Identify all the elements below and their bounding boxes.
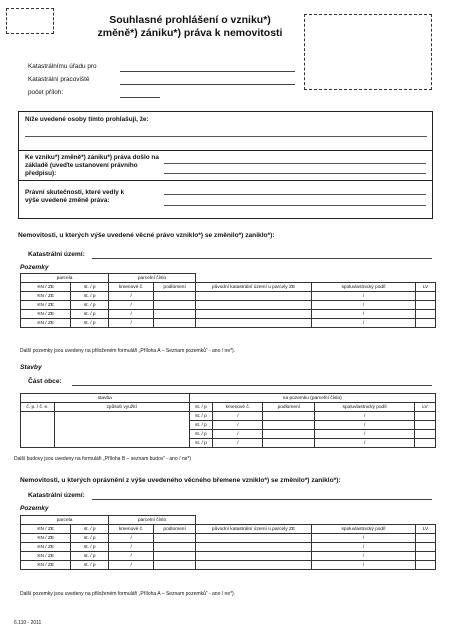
left-stamp-box [6,8,54,34]
cell-kn: KN / ZE [21,301,71,310]
col-lv: LV [416,283,436,292]
cell-kn: KN / ZE [21,310,71,319]
office-field[interactable] [120,71,295,72]
table-row[interactable] [21,552,436,561]
cell-kn: KN / ZE [21,534,71,543]
workplace-label: Katastrální pracoviště [28,76,90,83]
h-blank [196,516,436,525]
section3-pozemky: Pozemky [20,505,49,512]
cell-kmen[interactable]: / [109,301,154,310]
col-cp: č. p. / č. e. [21,403,55,412]
basis-text: Ke vzniku*) změně*) zániku*) práva došlo na základě (uveďte ustanovení právního předpisu): [25,154,159,177]
cell-podil[interactable]: / [315,421,415,430]
facts-text: Právní skutečnosti, které vedly k výše uvedené změně práva: [25,189,125,204]
basis-line-1[interactable] [164,163,426,164]
cell-podil[interactable]: / [315,439,415,448]
declare-line-2[interactable] [19,150,432,151]
section1-table [20,273,436,328]
section3-ku-field[interactable] [92,499,432,500]
col-st: st. / p [189,403,213,412]
cell-st: st. / p [71,552,109,561]
col-podil: spoluvlastnický podíl [315,403,415,412]
section1-pozemky: Pozemky [20,264,49,271]
section1-ku-field[interactable] [92,258,432,259]
cell-kmen[interactable]: / [213,412,263,421]
stavby-label: Stavby [20,364,42,371]
col-lv: LV [416,525,436,534]
cell-podil[interactable]: / [312,552,416,561]
right-stamp-box [304,14,432,90]
cell-kmen[interactable]: / [213,439,263,448]
cell-kn: KN / ZE [21,319,71,328]
table-row[interactable] [21,319,436,328]
workplace-field[interactable] [120,84,295,85]
cell-st: st. / p [189,439,213,448]
cell-kmen[interactable]: / [109,561,154,570]
declare-line-1[interactable] [25,136,427,137]
col-podil: spoluvlastnický podíl [312,283,416,292]
col-kn: KN / ZE [21,525,71,534]
cell-podil[interactable]: / [315,430,415,439]
col-puv-ku: původní katastrální území u parcely ZE [196,283,312,292]
col-podil: spoluvlastnický podíl [312,525,416,534]
table-row[interactable] [21,292,436,301]
cell-kmen[interactable]: / [109,310,154,319]
form-code: 6.110 - 2011 [14,620,42,626]
declare-text: Níže uvedené osoby tímto prohlašují, že: [25,116,149,123]
section3-heading: Nemovitosti, u kterých oprávnění z výše uvedeného věcného břemene vzniklo*) se změnilo*) zaniklo*): [20,477,341,484]
cell-st: st. / p [189,412,213,421]
h-parc-cislo: parcelní číslo [109,516,196,525]
cell-kmen[interactable]: / [109,543,154,552]
col-lv: LV [415,403,436,412]
facts-line-2[interactable] [164,205,426,206]
section-divider [19,180,432,181]
section3-table [20,515,436,570]
attachments-label: počet příloh: [28,89,64,96]
facts-line-1[interactable] [164,194,426,195]
cell-kn: KN / ZE [21,292,71,301]
col-kmen: kmenové č. [213,403,263,412]
h-parc-cislo: parcelní číslo [109,274,196,283]
cell-st: st. / p [71,534,109,543]
section3-ku-label: Katastrální území: [28,492,85,499]
section1-ku-label: Katastrální území: [28,251,85,258]
cell-st: st. / p [71,319,109,328]
col-kmen: kmenové č. [109,525,154,534]
h-parcela: parcela [21,516,109,525]
cast-obce-label: Část obce: [28,378,62,385]
cell-st: st. / p [71,310,109,319]
section1-note: Další pozemky jsou uvedeny na přiloženém formuláři „Příloha A – Seznam pozemků“ - ano / ne*). [20,348,236,354]
table-row[interactable] [21,310,436,319]
cell-kmen[interactable]: / [109,552,154,561]
cell-st: st. / p [71,543,109,552]
cell-podil[interactable]: / [312,543,416,552]
declaration-box [18,111,433,219]
title-line1: Souhlasné prohlášení o vzniku*) [109,14,271,26]
col-st: st. / p [71,525,109,534]
h-blank [196,274,436,283]
cell-podil[interactable]: / [312,301,416,310]
cell-kn: KN / ZE [21,543,71,552]
h-parcela: parcela [21,274,109,283]
attachments-field[interactable] [120,97,160,98]
section1-heading: Nemovitosti, u kterých výše uvedené věcné právo vzniklo*) se změnilo*) zaniklo*): [18,232,275,239]
cast-obce-field[interactable] [72,385,432,386]
basis-line-2[interactable] [164,173,426,174]
cell-st: st. / p [189,430,213,439]
table-row[interactable] [21,412,436,421]
cell-kmen[interactable]: / [213,421,263,430]
table-row[interactable] [21,301,436,310]
cell-kmen[interactable]: / [109,292,154,301]
cell-podil[interactable]: / [312,292,416,301]
cell-st: st. / p [71,561,109,570]
cell-podil[interactable]: / [315,412,415,421]
cell-podil[interactable]: / [312,534,416,543]
cell-kn: KN / ZE [21,552,71,561]
office-label: Katastrálnímu úřadu pro [28,63,97,70]
cell-kmen[interactable]: / [109,534,154,543]
cell-st: st. / p [71,292,109,301]
cell-kmen[interactable]: / [109,319,154,328]
col-podl: podlomení [154,525,196,534]
section3-note: Další pozemky jsou uvedeny na přiloženém formuláři „Příloha A – Seznam pozemků“ - ano / ne*). [20,591,236,597]
cell-kmen[interactable]: / [213,430,263,439]
h-stavba: stavba [21,394,190,403]
col-podl: podlomení [154,283,196,292]
col-vyuziti: způsob využití [54,403,189,412]
cell-st: st. / p [189,421,213,430]
form-title [80,14,300,40]
cell-kn: KN / ZE [21,561,71,570]
cell-podil[interactable]: / [312,319,416,328]
col-st: st. / p [71,283,109,292]
table-row[interactable] [21,561,436,570]
cell-st: st. / p [71,301,109,310]
col-podl: podlomení [263,403,315,412]
table-row[interactable] [21,543,436,552]
cell-podil[interactable]: / [312,310,416,319]
table-row[interactable] [21,534,436,543]
title-line2: změně*) zániku*) práva k nemovitosti [97,27,283,39]
section2-table [20,393,436,448]
cell-podil[interactable]: / [312,561,416,570]
section2-note: Další budovy jsou uvedeny na formuláři „Příloha B – seznam budov“ - ano / ne*) [14,456,192,462]
col-kn: KN / ZE [21,283,71,292]
h-na-pozemku: na pozemku (parcelní číslo) [189,394,435,403]
col-puv-ku: původní katastrální území u parcely ZE [196,525,312,534]
col-kmen: kmenové č. [109,283,154,292]
